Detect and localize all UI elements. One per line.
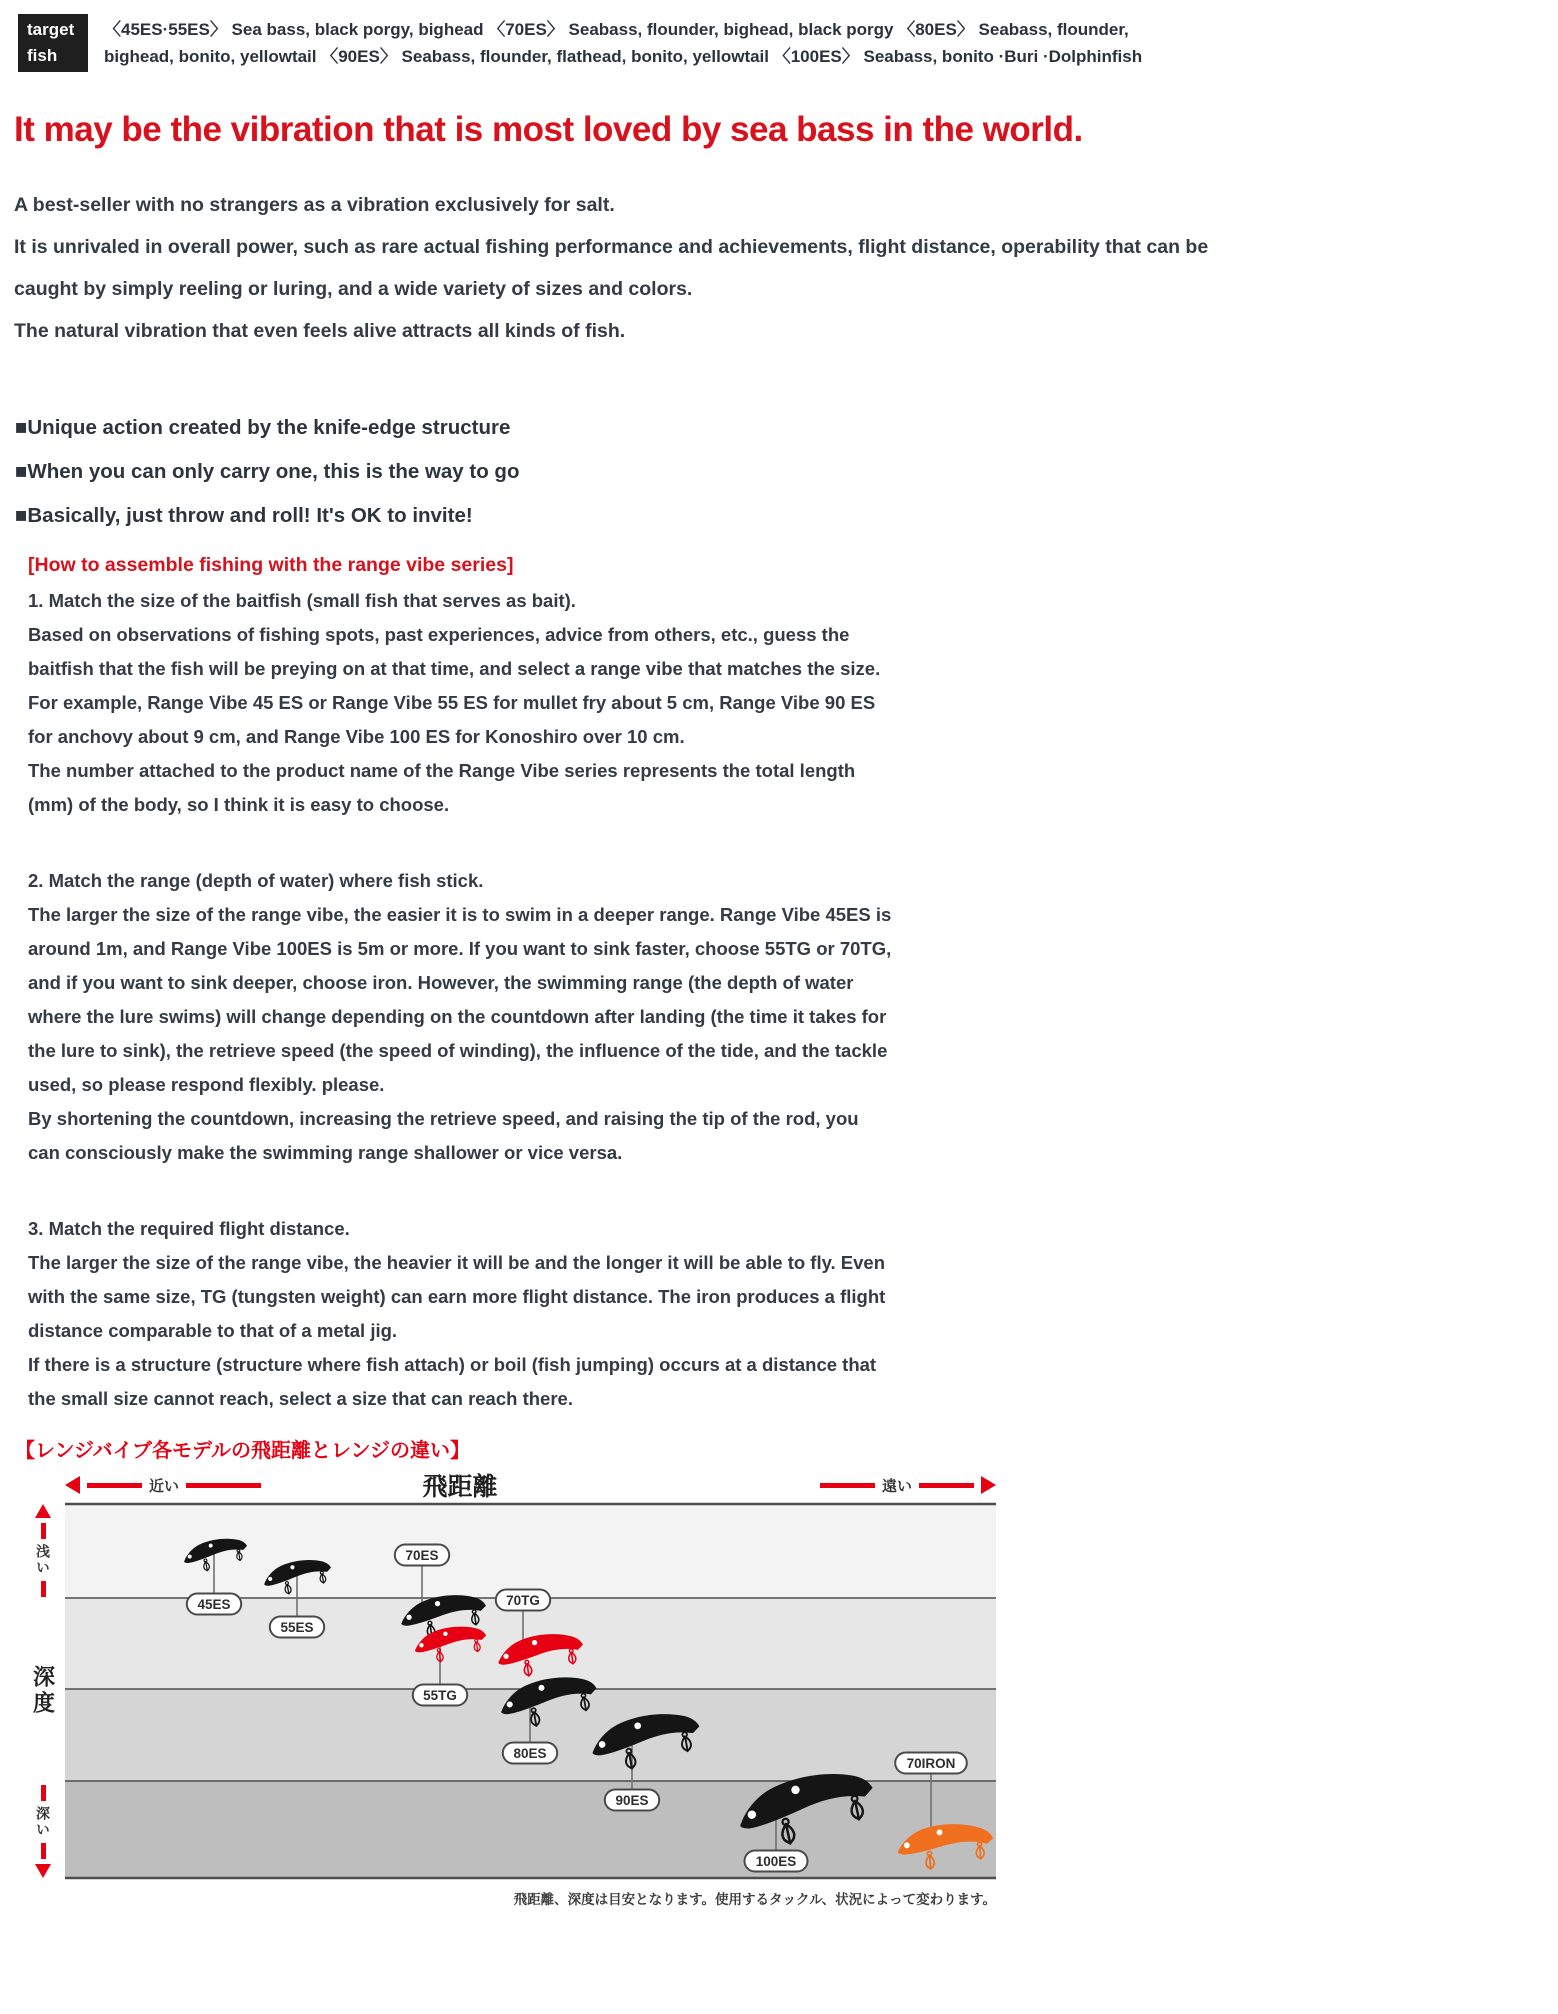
howto-section-1 xyxy=(28,584,893,822)
arrow-up-icon xyxy=(35,1504,51,1518)
arrow-right-icon xyxy=(981,1476,996,1494)
target-fish-badge xyxy=(18,14,88,72)
far-arrow xyxy=(820,1475,996,1496)
distance-axis-row xyxy=(21,1472,996,1501)
text-line: 1. Match the size of the baitfish (small fish that serves as bait). xyxy=(28,590,576,611)
howto-block xyxy=(28,550,1558,1416)
svg-text:45ES: 45ES xyxy=(197,1597,231,1612)
arrow-shaft xyxy=(820,1483,875,1488)
howto-section-3 xyxy=(28,1212,893,1416)
far-label: 遠い xyxy=(881,1477,912,1495)
text-line: ■When you can only carry one, this is the way to go xyxy=(15,460,520,483)
label-pill-55ES xyxy=(270,1617,324,1638)
text-line: A best-seller with no strangers as a vibration exclusively for salt. xyxy=(14,194,615,216)
near-arrow xyxy=(65,1475,261,1496)
text-line: It is unrivaled in overall power, such as rare actual fishing performance and achievements, flight distance, operability that can be caught by simply reeling or luring, and a wide variety of sizes and colors. xyxy=(14,236,1209,300)
text-line: Based on observations of fishing spots, past experiences, advice from others, etc., guess the baitfish that the fish will be preying on at that time, and select a range vibe that matches the size. xyxy=(28,624,881,679)
arrow-shaft xyxy=(41,1785,46,1801)
text-line: The natural vibration that even feels alive attracts all kinds of fish. xyxy=(14,320,626,342)
svg-text:55ES: 55ES xyxy=(280,1620,314,1635)
shallow-label: 浅い xyxy=(35,1544,51,1576)
svg-text:70IRON: 70IRON xyxy=(906,1756,956,1771)
svg-text:80ES: 80ES xyxy=(513,1746,547,1761)
label-pill-45ES xyxy=(187,1594,241,1615)
distance-axis-title: 飛距離 xyxy=(422,1473,498,1501)
deep-label: 深い xyxy=(35,1806,51,1838)
text-line: 3. Match the required flight distance. xyxy=(28,1218,350,1239)
label-pill-70ES xyxy=(395,1545,449,1566)
depth-axis-title: 深度 xyxy=(30,1665,56,1717)
text-line: 2. Match the range (depth of water) where fish stick. xyxy=(28,870,484,891)
arrow-shaft xyxy=(41,1843,46,1859)
label-pill-70TG xyxy=(496,1590,550,1611)
text-line: The larger the size of the range vibe, the easier it is to swim in a deeper range. Range Vibe 45ES is around 1m, and Range Vibe 100ES is 5m or more. If you want to sink faster, choose 55TG or 70TG, and if you want to sink deeper, choose iron. However, the swimming range (the depth of water where the lure swims) will change depending on the countdown after landing (the time it takes for the lure to sink), the retrieve speed (the speed of winding), the influence of the tide, and the tackle used, so please respond flexibly. please. xyxy=(28,904,892,1095)
label-pill-70IRON xyxy=(895,1753,967,1774)
depth-distance-plot xyxy=(65,1502,996,1880)
depth-distance-diagram xyxy=(21,1502,1558,1880)
svg-text:55TG: 55TG xyxy=(423,1688,457,1703)
arrow-down-icon xyxy=(35,1864,51,1878)
intro-paragraph xyxy=(14,184,1274,352)
text-line: The number attached to the product name of the Range Vibe series represents the total length (mm) of the body, so I think it is easy to choose. xyxy=(28,760,856,815)
svg-text:70ES: 70ES xyxy=(405,1548,439,1563)
badge-line-2: fish xyxy=(27,46,58,65)
diagram-heading-jp: 【レンジバイブ各モデルの飛距離とレンジの違い】 xyxy=(15,1440,470,1462)
text-line: The larger the size of the range vibe, the heavier it will be and the longer it will be able to fly. Even with the same size, TG (tungsten weight) can earn more flight distance. The iron produces a flight distance comparable to that of a metal jig. xyxy=(28,1252,886,1341)
svg-text:100ES: 100ES xyxy=(755,1854,797,1869)
text-line: For example, Range Vibe 45 ES or Range Vibe 55 ES for mullet fry about 5 cm, Range Vibe 90 ES for anchovy about 9 cm, and Range Vibe 100 ES for Konoshiro over 10 cm. xyxy=(28,692,876,747)
svg-text:90ES: 90ES xyxy=(615,1793,649,1808)
text-line: ■Basically, just throw and roll! It's OK to invite! xyxy=(15,504,473,527)
arrow-shaft xyxy=(87,1483,142,1488)
text-line: If there is a structure (structure where fish attach) or boil (fish jumping) occurs at a distance that the small size cannot reach, select a size that can reach there. xyxy=(28,1354,877,1409)
label-pill-80ES xyxy=(503,1743,557,1764)
badge-line-1: target xyxy=(27,20,75,39)
page-title: It may be the vibration that is most loved by sea bass in the world. xyxy=(14,110,1083,149)
feature-bullet-list xyxy=(15,406,1558,538)
svg-text:70TG: 70TG xyxy=(506,1593,540,1608)
shallow-arrow xyxy=(33,1504,53,1597)
target-fish-header xyxy=(18,14,1558,72)
arrow-shaft xyxy=(919,1483,974,1488)
howto-heading: [How to assemble fishing with the range vibe series] xyxy=(28,554,514,576)
target-fish-list: 〈45ES·55ES〉 Sea bass, black porgy, bighead 〈70ES〉 Seabass, flounder, bighead, black porgy 〈80ES〉 Seabass, flounder, bighead, bonito, yellowtail 〈90ES〉 Seabass, flounder, flathead, bonito, yellowtail 〈100ES〉 Seabass, bonito ·Buri ·Dolphinfish xyxy=(104,20,1143,66)
diagram-caption: 飛距離、深度は目安となります。使用するタックル、状況によって変わります。 xyxy=(513,1892,996,1907)
label-pill-55TG xyxy=(413,1685,467,1706)
near-label: 近い xyxy=(149,1477,180,1495)
text-line: ■Unique action created by the knife-edge structure xyxy=(15,416,511,439)
howto-sections xyxy=(28,584,1558,1416)
label-pill-100ES xyxy=(745,1851,808,1872)
howto-section-2 xyxy=(28,864,893,1170)
arrow-left-icon xyxy=(65,1476,80,1494)
product-article-page xyxy=(0,14,1558,2014)
arrow-shaft xyxy=(41,1581,46,1597)
text-line: By shortening the countdown, increasing the retrieve speed, and raising the tip of the rod, you can consciously make the swimming range shallower or vice versa. xyxy=(28,1108,859,1163)
depth-axis xyxy=(21,1502,65,1880)
label-pill-90ES xyxy=(605,1790,659,1811)
arrow-shaft xyxy=(186,1483,261,1488)
arrow-shaft xyxy=(41,1523,46,1539)
deep-arrow xyxy=(33,1785,53,1878)
